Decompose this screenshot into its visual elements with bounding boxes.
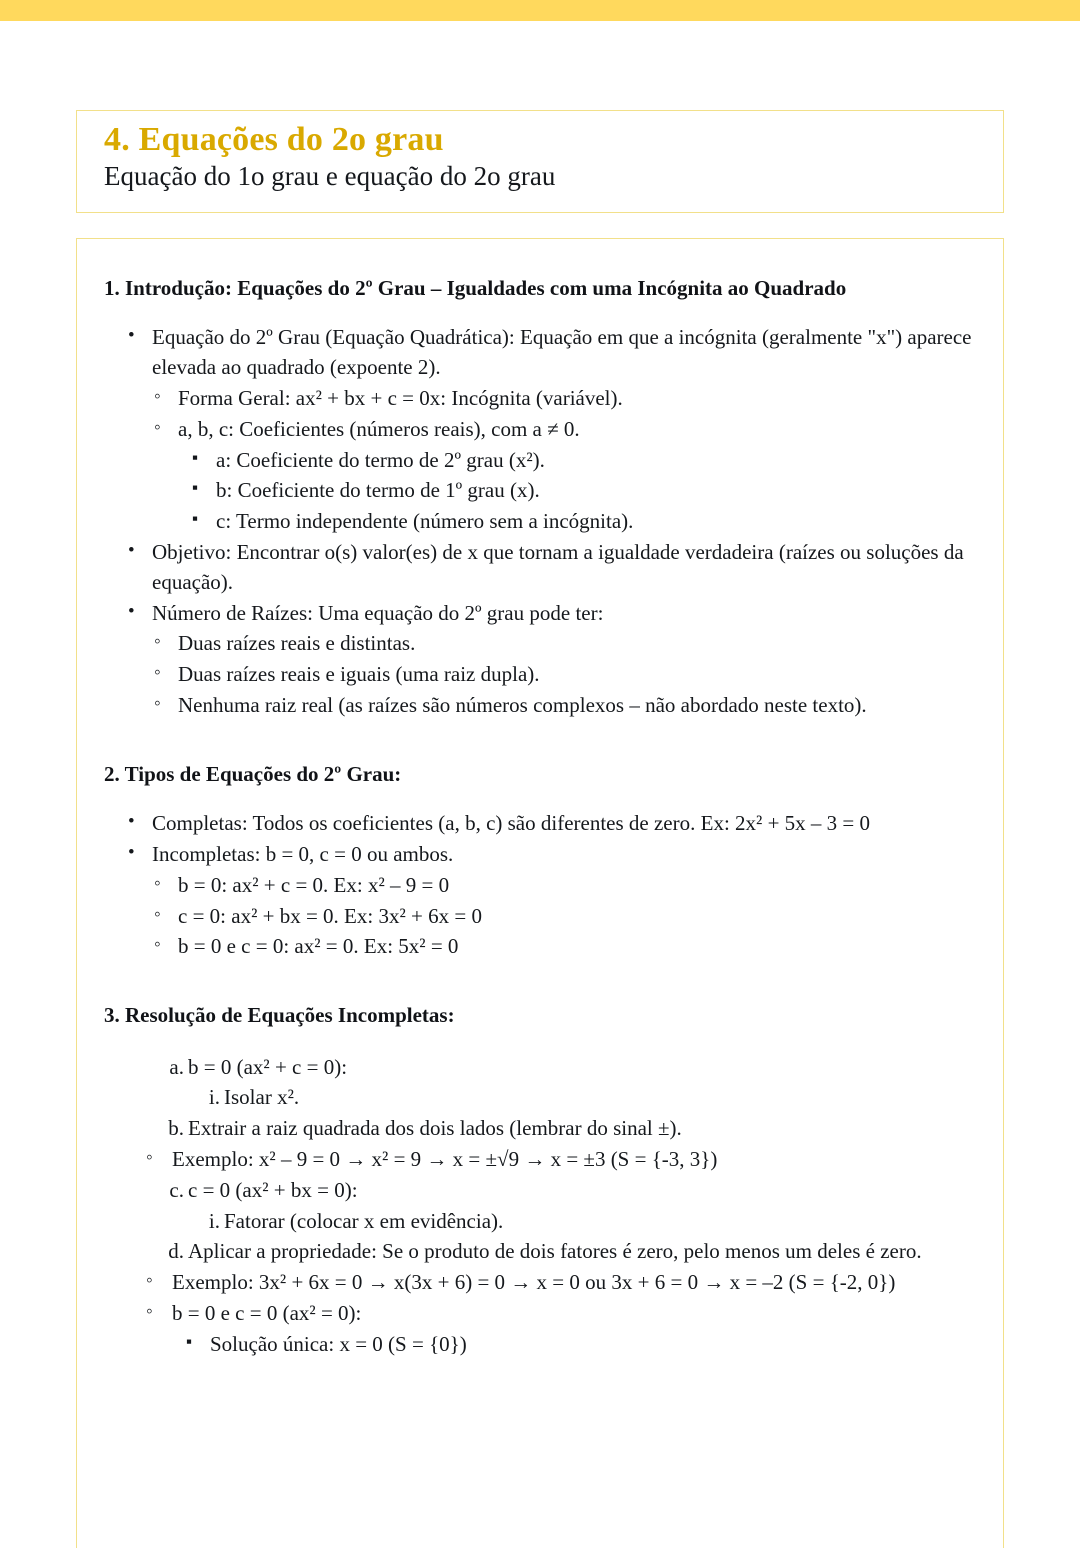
- list-marker: i.: [208, 1208, 220, 1233]
- page-title: 4. Equações do 2o grau: [104, 121, 444, 158]
- list-item: [158, 1053, 978, 1083]
- list-marker: a.: [169, 1054, 184, 1079]
- list-item: [158, 1176, 978, 1206]
- top-accent-bar: [0, 0, 1080, 21]
- section-1-sublist-a2: [178, 446, 978, 537]
- list-item: [158, 1114, 978, 1144]
- list-item: ◦ Duas raízes reais e iguais (uma raiz dupla).: [140, 660, 978, 690]
- document-content-box: [76, 238, 1004, 1548]
- list-item: ◦ Duas raízes reais e distintas.: [140, 629, 978, 659]
- list-item: ▪ a: Coeficiente do termo de 2º grau (x²).: [178, 446, 978, 476]
- list-item: • Completas: Todos os coeficientes (a, b, c) são diferentes de zero. Ex: 2x² + 5x – 3 = 0: [104, 809, 978, 839]
- page-subtitle: Equação do 1o grau e equação do 2o grau: [104, 161, 556, 191]
- list-item: ▪ b: Coeficiente do termo de 1º grau (x).: [178, 476, 978, 506]
- list-item: [194, 1083, 978, 1113]
- list-item: • Número de Raízes: Uma equação do 2º grau pode ter:: [104, 599, 978, 629]
- list-item: • Objetivo: Encontrar o(s) valor(es) de x que tornam a igualdade verdadeira (raízes ou soluções da equação).: [104, 538, 978, 598]
- section-heading-1: 1. Introdução: Equações do 2º Grau – Igualdades com uma Incógnita ao Quadrado: [104, 276, 847, 300]
- list-item-label: Fatorar (colocar x em evidência).: [224, 1208, 504, 1233]
- section-2-list: [104, 809, 978, 962]
- list-item-label: c = 0 (ax² + bx = 0):: [188, 1177, 358, 1202]
- list-item-label: b = 0 (ax² + c = 0):: [188, 1054, 348, 1079]
- list-item: [142, 1145, 978, 1175]
- content-body: [104, 275, 978, 1361]
- list-item: [142, 1299, 978, 1329]
- list-item: ◦ a, b, c: Coeficientes (números reais), com a ≠ 0.: [140, 415, 978, 445]
- list-item: ◦ c = 0: ax² + bx = 0. Ex: 3x² + 6x = 0: [140, 902, 978, 932]
- list-marker: d.: [168, 1239, 184, 1264]
- list-item: ▪ c: Termo independente (número sem a incógnita).: [178, 507, 978, 537]
- list-item-label: Extrair a raiz quadrada dos dois lados (lembrar do sinal ±).: [188, 1116, 682, 1141]
- section-1-list: [104, 323, 978, 721]
- list-item: • Equação do 2º Grau (Equação Quadrática): Equação em que a incógnita (geralmente "x") aparece elevada ao quadrado (expoente 2).: [104, 323, 978, 383]
- section-heading-3: 3. Resolução de Equações Incompletas:: [104, 1003, 455, 1028]
- list-item-label: b = 0 e c = 0 (ax² = 0):: [172, 1301, 362, 1326]
- list-item-label: Exemplo: 3x² + 6x = 0 → x(3x + 6) = 0 → x = 0 ou 3x + 6 = 0 → x = –2 (S = {-2, 0}): [172, 1270, 896, 1295]
- section-2-sublist: [140, 871, 978, 962]
- list-item: [158, 1237, 978, 1267]
- document-header-box: [76, 110, 1004, 213]
- list-marker: c.: [169, 1177, 184, 1202]
- list-item-label: Isolar x².: [224, 1085, 300, 1110]
- list-item-label: Solução única: x = 0 (S = {0}): [210, 1331, 467, 1356]
- list-item: ◦ Nenhuma raiz real (as raízes são números complexos – não abordado neste texto).: [140, 691, 978, 721]
- list-marker: b.: [168, 1116, 184, 1141]
- list-item: [180, 1330, 978, 1360]
- list-item-label: Aplicar a propriedade: Se o produto de dois fatores é zero, pelo menos um deles é zero.: [188, 1239, 922, 1264]
- list-item: ◦ b = 0 e c = 0: ax² = 0. Ex: 5x² = 0: [140, 932, 978, 962]
- section-1-sublist-a: [140, 384, 978, 537]
- section-1-sublist-b: [140, 629, 978, 720]
- section-3-list: [158, 1053, 978, 1360]
- list-item: [142, 1268, 978, 1298]
- list-marker: i.: [208, 1085, 220, 1110]
- list-item-label: Exemplo: x² – 9 = 0 → x² = 9 → x = ±√9 → x = ±3 (S = {-3, 3}): [172, 1146, 718, 1171]
- list-item: ◦ b = 0: ax² + c = 0. Ex: x² – 9 = 0: [140, 871, 978, 901]
- list-item: ◦ Forma Geral: ax² + bx + c = 0x: Incógnita (variável).: [140, 384, 978, 414]
- list-item: [194, 1207, 978, 1237]
- list-item: • Incompletas: b = 0, c = 0 ou ambos.: [104, 840, 978, 870]
- section-heading-2: 2. Tipos de Equações do 2º Grau:: [104, 761, 402, 786]
